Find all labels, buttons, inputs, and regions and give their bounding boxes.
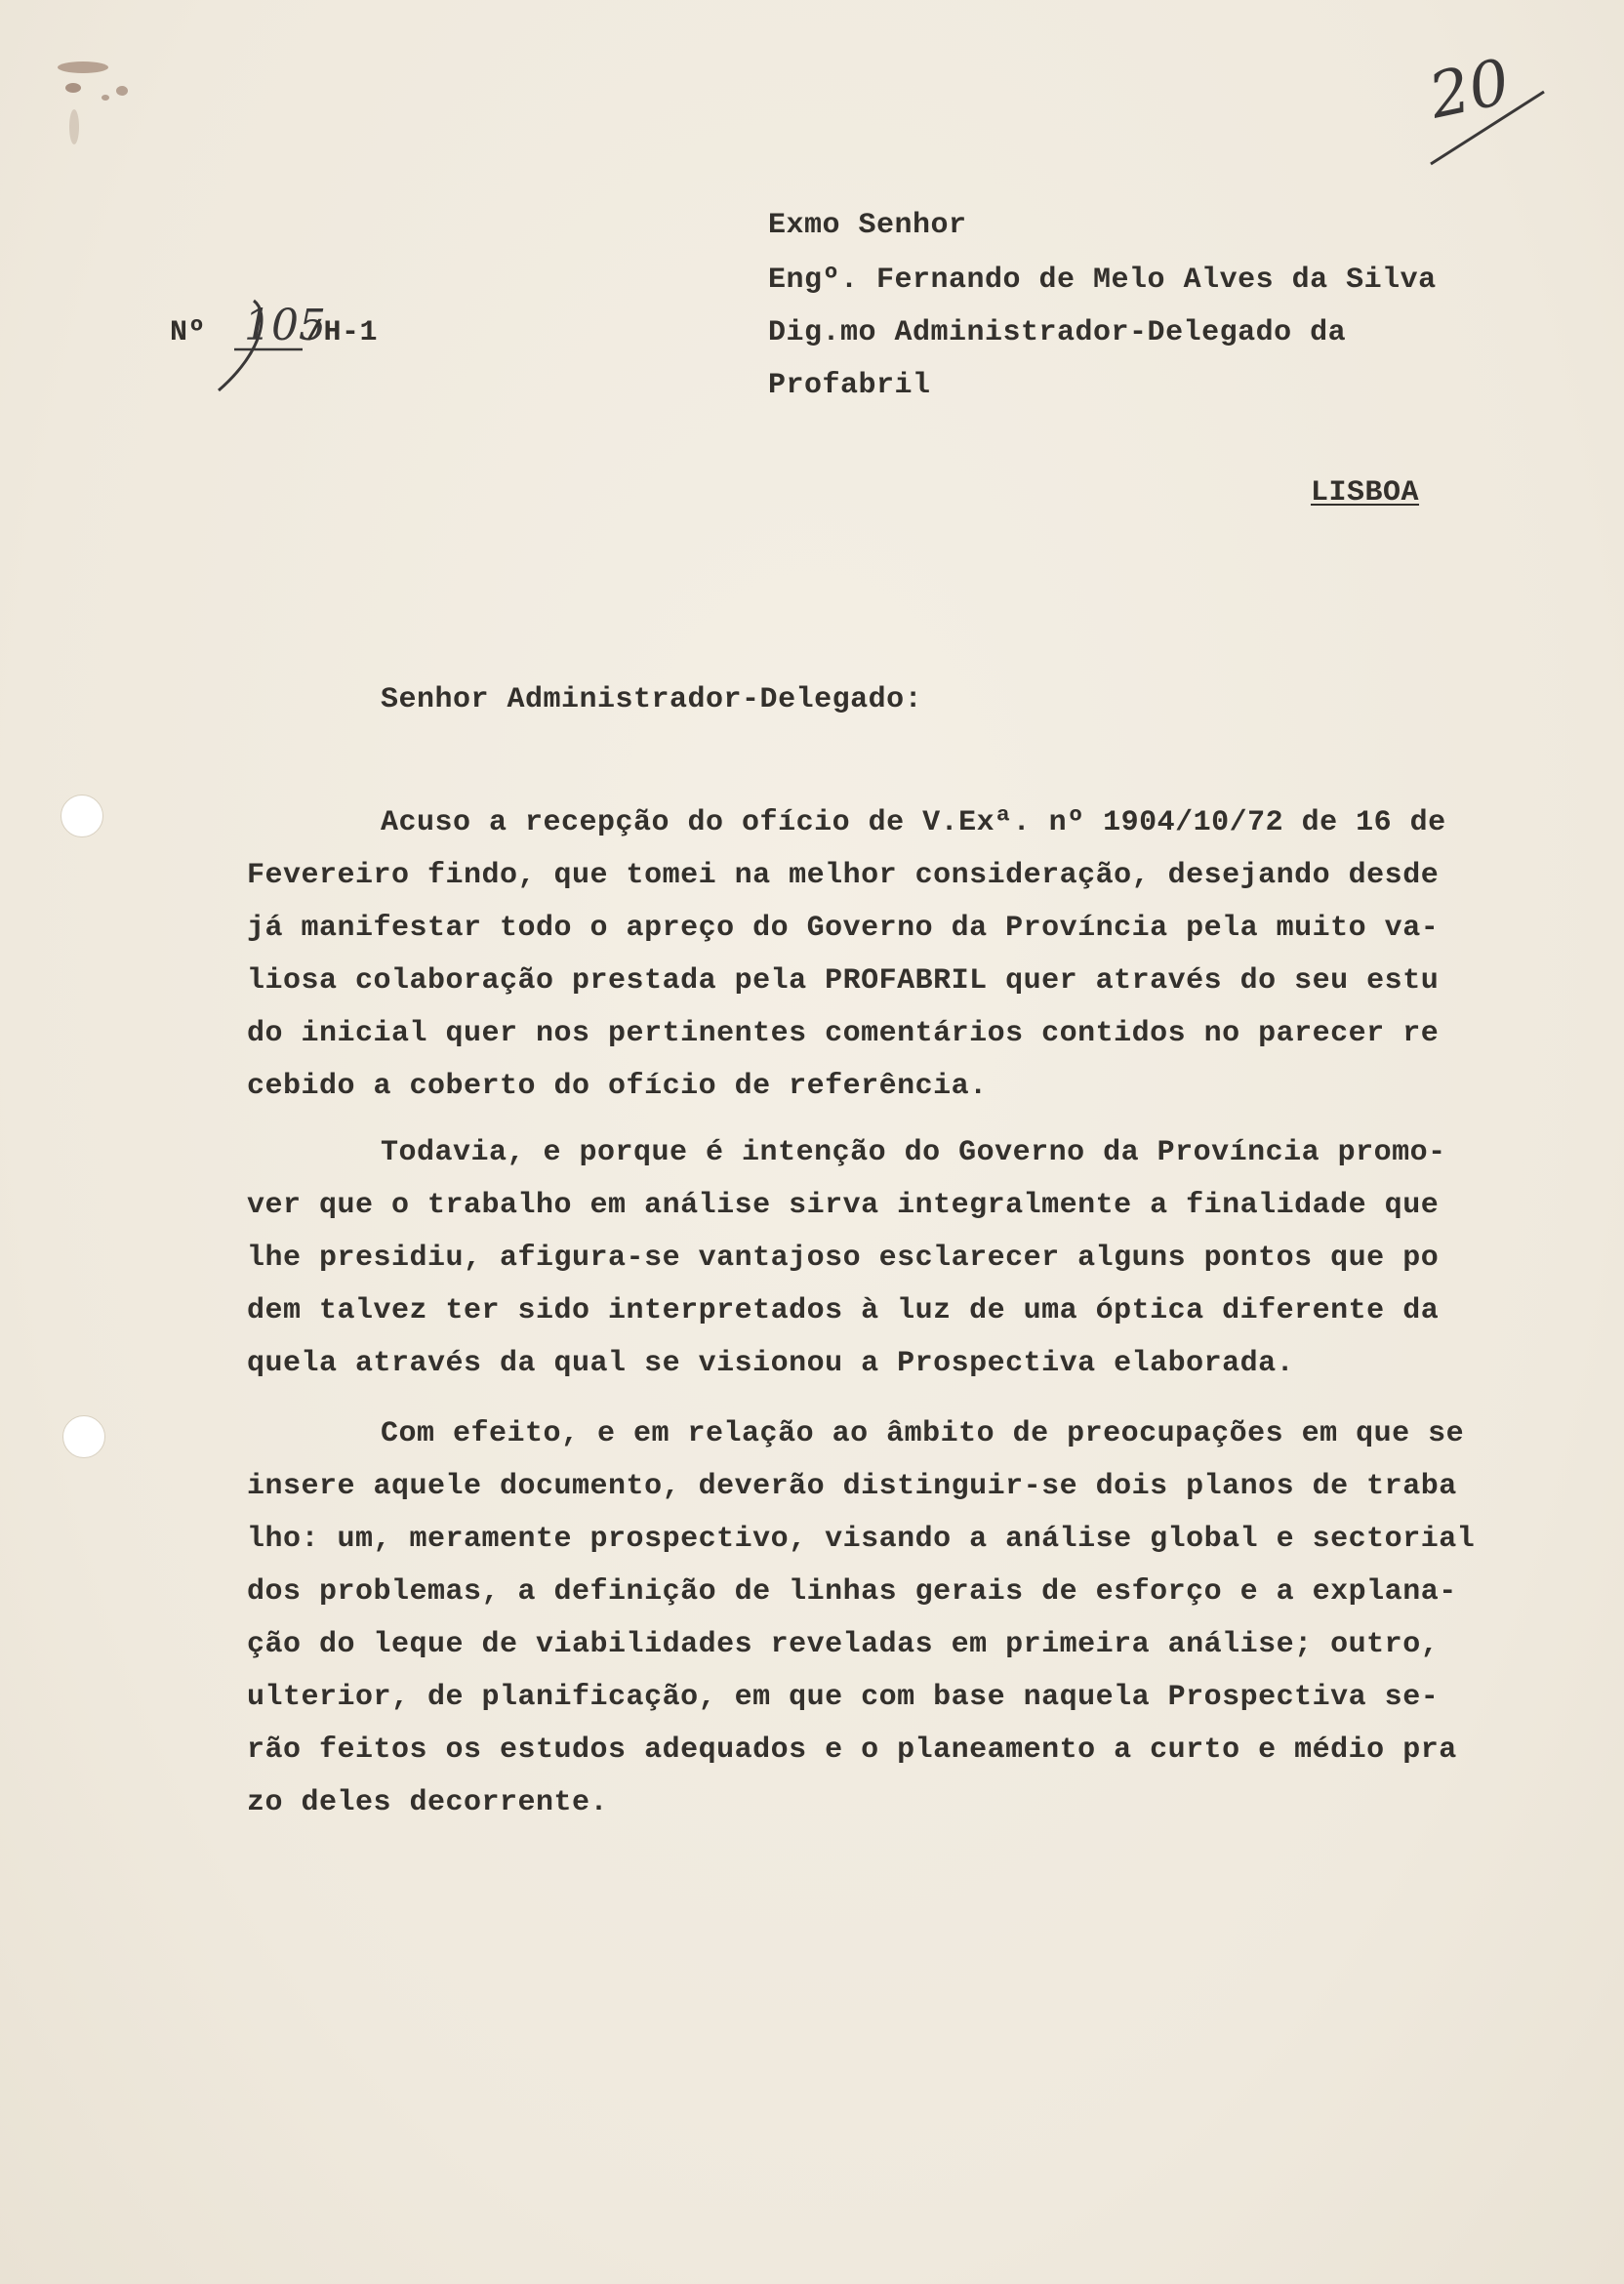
reference-underline-stroke [205, 293, 312, 395]
paragraph-line: Fevereiro findo, que tomei na melhor consideração, desejando desde [247, 859, 1440, 892]
paragraph-line: quela através da qual se visionou a Prospectiva elaborada. [247, 1347, 1295, 1380]
paragraph-line: Todavia, e porque é intenção do Governo da Província promo- [381, 1136, 1446, 1169]
rust-stain [39, 54, 146, 181]
paragraph-line: lhe presidiu, afigura-se vantajoso esclarecer alguns pontos que po [247, 1242, 1440, 1275]
reference-prefix: Nº [170, 316, 207, 349]
paragraph-line: insere aquele documento, deverão distinguir-se dois planos de traba [247, 1470, 1457, 1503]
addressee-line-3: Dig.mo Administrador-Delegado da [768, 316, 1347, 349]
paragraph-line: já manifestar todo o apreço do Governo da Província pela muito va- [247, 912, 1440, 945]
paragraph-line: liosa colaboração prestada pela PROFABRIL quer através do seu estu [247, 964, 1440, 998]
paragraph-line: dem talvez ter sido interpretados à luz de uma óptica diferente da [247, 1294, 1440, 1327]
addressee-line-2: Engº. Fernando de Melo Alves da Silva [768, 264, 1437, 297]
city-text: LISBOA [1311, 476, 1420, 510]
reference-suffix: /H-1 [305, 316, 379, 349]
paragraph-line: zo deles decorrente. [247, 1786, 609, 1819]
salutation: Senhor Administrador-Delegado: [381, 683, 923, 716]
handwritten-page-number: 20 [1423, 46, 1517, 134]
punch-hole-bottom [62, 1415, 105, 1458]
paragraph-line: ver que o trabalho em análise sirva integralmente a finalidade que [247, 1189, 1440, 1222]
addressee-line-4: Profabril [768, 369, 931, 402]
paragraph-line: Acuso a recepção do ofício de V.Exª. nº 1904/10/72 de 16 de [381, 806, 1446, 839]
paragraph-line: Com efeito, e em relação ao âmbito de preocupações em que se [381, 1417, 1465, 1450]
punch-hole-top [61, 795, 103, 837]
paragraph-line: lho: um, meramente prospectivo, visando a análise global e sectorial [247, 1523, 1476, 1556]
paragraph-line: do inicial quer nos pertinentes comentários contidos no parecer re [247, 1017, 1440, 1050]
paragraph-line: rão feitos os estudos adequados e o planeamento a curto e médio pra [247, 1733, 1457, 1767]
paragraph-line: ulterior, de planificação, em que com base naquela Prospectiva se- [247, 1681, 1440, 1714]
paragraph-line: ção do leque de viabilidades reveladas em primeira análise; outro, [247, 1628, 1440, 1661]
addressee-city [1311, 476, 1419, 510]
handwritten-slash [1425, 78, 1552, 176]
paragraph-line: cebido a coberto do ofício de referência. [247, 1070, 988, 1103]
reference-number-handwritten: 105 [244, 301, 326, 350]
paragraph-line: dos problemas, a definição de linhas gerais de esforço e a explana- [247, 1575, 1457, 1609]
addressee-line-1: Exmo Senhor [768, 209, 967, 242]
